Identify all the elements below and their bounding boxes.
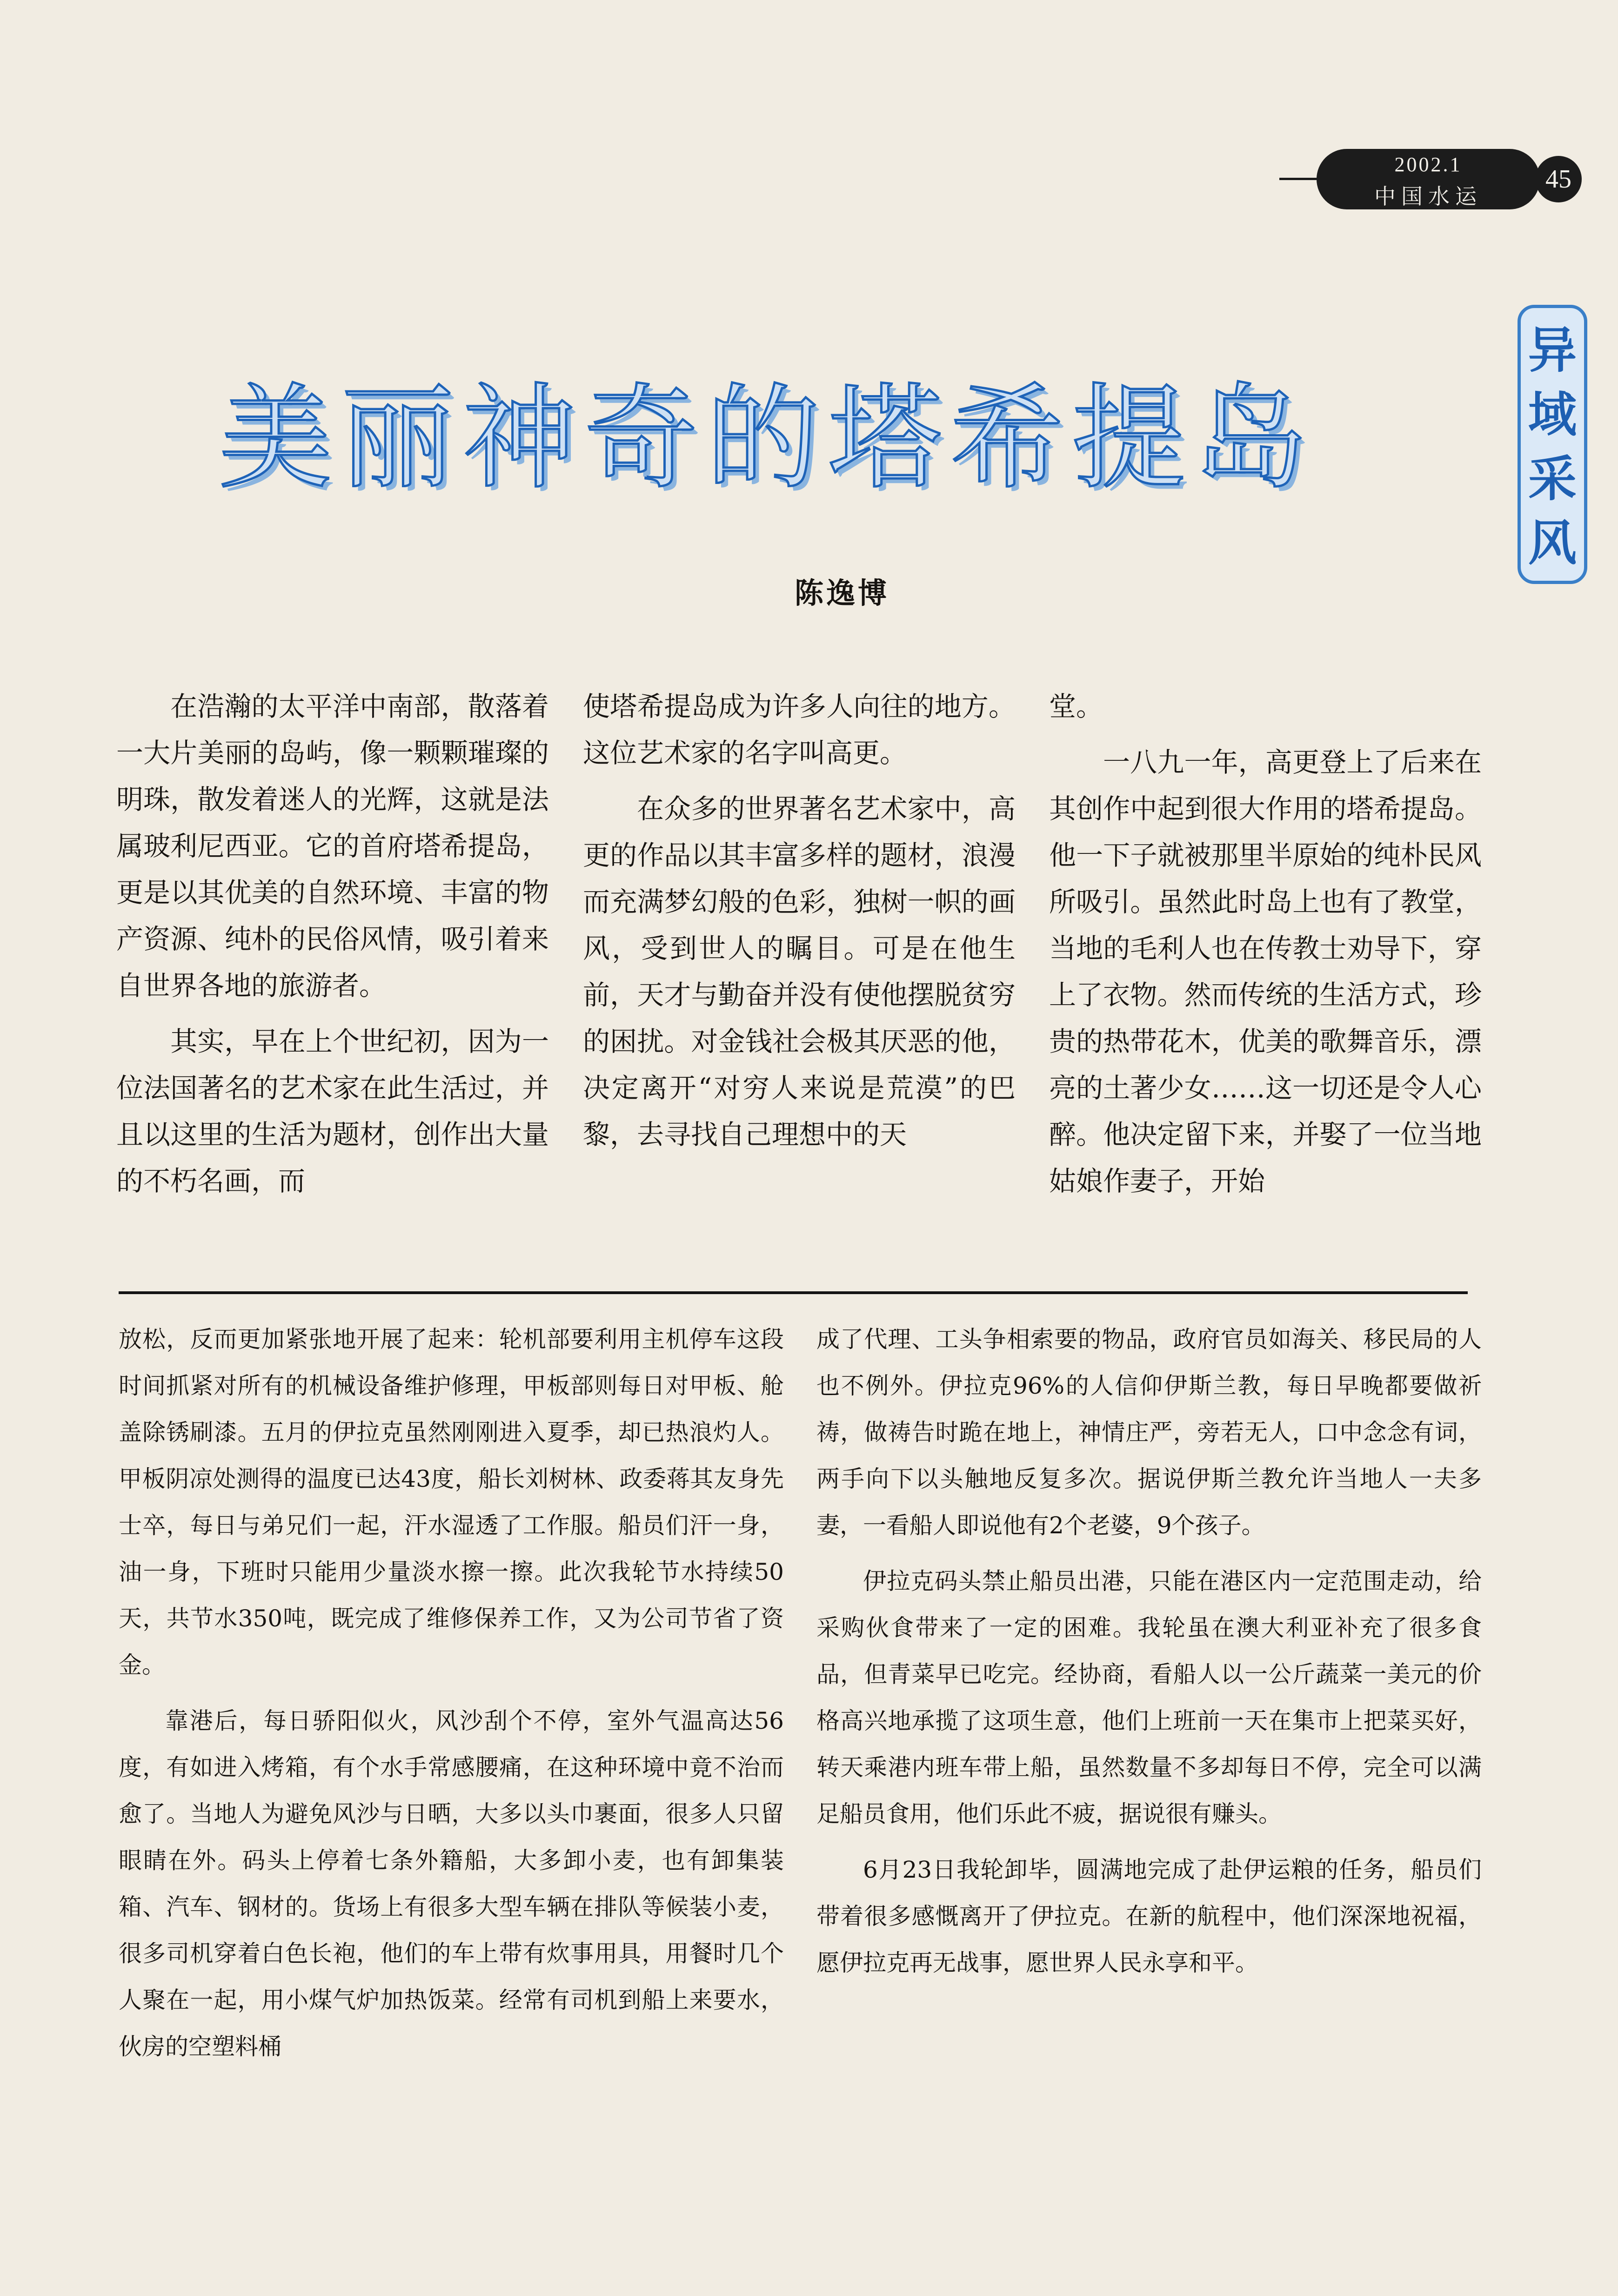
article-author: 陈逸博 [794, 576, 889, 610]
issue-date: 2002.1 [1394, 153, 1462, 176]
section-tag-char: 异 [1528, 322, 1577, 379]
article-title: 美丽神奇的塔希提岛 [219, 372, 1316, 504]
paragraph: 在浩瀚的太平洋中南部，散落着一大片美丽的岛屿，像一颗颗璀璨的明珠，散发着迷人的光辉，这就是法属玻利尼西亚。它的首府塔希提岛，更是以其优美的自然环境、丰富的物产资源、纯朴的民俗风情，吸引着来自世界各地的旅游者。 [116, 691, 549, 1001]
issue-badge [1317, 149, 1540, 209]
paragraph-part: 在众多的世界著名艺术家中，高更的作品以其丰富多样的题材，浪漫而充满梦幻般的色彩，独树一帜的画风，受到世人的瞩目。可是在他生前，天才与勤奋并没有使他摆脱贫穷的困扰。对金钱社会极其厌恶的他，决定离开“对穷人来说是荒漠”的巴黎，去寻找自己理想中的天 [583, 793, 1016, 1150]
magazine-name: 中国水运 [1374, 184, 1482, 209]
paragraph: 6月23日我轮卸毕，圆满地完成了赴伊运粮的任务，船员们带着很多感慨离开了伊拉克。在新的航程中，他们深深地祝福，愿伊拉克再无战事，愿世界人民永享和平。 [816, 1856, 1482, 1976]
page-number: 45 [1535, 156, 1582, 202]
article-column-1 [116, 683, 549, 1204]
paragraph: 一八九一年，高更登上了后来在其创作中起到很大作用的塔希提岛。他一下子就被那里半原始的纯朴民风所吸引。虽然此时岛上也有了教堂，当地的毛利人也在传教士劝导下，穿上了衣物。然而传统的生活方式，珍贵的热带花木，优美的歌舞音乐，漂亮的土著少女……这一切还是令人心醉。他决定留下来，并娶了一位当地姑娘作妻子，开始 [1049, 746, 1482, 1197]
paragraph-part: 使塔希提岛成为许多人向往的地方。这位艺术家的名字叫高更。 [583, 691, 1016, 769]
article-column-2 [583, 683, 1016, 1158]
article-column-3 [1049, 683, 1482, 1204]
section-tag-char: 风 [1528, 515, 1577, 571]
continued-column-1 [119, 1316, 784, 2070]
section-tag-char: 采 [1528, 450, 1577, 507]
section-tag [1518, 305, 1587, 584]
paragraph: 靠港后，每日骄阳似火，风沙刮个不停，室外气温高达56度，有如进入烤箱，有个水手常感腰痛，在这种环境中竟不治而愈了。当地人为避免风沙与日晒，大多以头巾裹面，很多人只留眼睛在外。码头上停着七条外籍船，大多卸小麦，也有卸集装箱、汽车、钢材的。货场上有很多大型车辆在排队等候装小麦，很多司机穿着白色长袍，他们的车上带有炊事用具，用餐时几个人聚在一起，用小煤气炉加热饭菜。经常有司机到船上来要水，伙房的空塑料桶 [119, 1707, 784, 2060]
paragraph-continued: 放松，反而更加紧张地开展了起来：轮机部要利用主机停车这段时间抓紧对所有的机械设备维护修理，甲板部则每日对甲板、舱盖除锈刷漆。五月的伊拉克虽然刚刚进入夏季，却已热浪灼人。甲板阴凉处测得的温度已达43度，船长刘树林、政委蒋其友身先士卒，每日与弟兄们一起，汗水湿透了工作服。船员们汗一身，油一身，下班时只能用少量淡水擦一擦。此次我轮节水持续50天，共节水350吨，既完成了维修保养工作，又为公司节省了资金。 [119, 1326, 784, 1678]
paragraph [583, 785, 1016, 1158]
section-tag-char: 域 [1528, 386, 1577, 443]
paragraph-part: 堂。 [1049, 691, 1103, 722]
paragraph-continued [583, 683, 1016, 776]
paragraph-part: 其实，早在上个世纪初，因为一位法国著名的艺术家在此生活过，并且以这里的生活为题材，创作出大量的不朽名画，而 [116, 1026, 549, 1197]
paragraph: 伊拉克码头禁止船员出港，只能在港区内一定范围走动，给采购伙食带来了一定的困难。我轮虽在澳大利亚补充了很多食品，但青菜早已吃完。经协商，看船人以一公斤蔬菜一美元的价格高兴地承揽了这项生意，他们上班前一天在集市上把菜买好，转天乘港内班车带上船，虽然数量不多却每日不停，完全可以满足船员食用，他们乐此不疲，据说很有赚头。 [816, 1568, 1482, 1827]
section-divider [119, 1291, 1468, 1294]
continued-column-2 [816, 1316, 1482, 1986]
paragraph-continued [1049, 683, 1482, 730]
paragraph-continued: 成了代理、工头争相索要的物品，政府官员如海关、移民局的人也不例外。伊拉克96%的人信仰伊斯兰教，每日早晚都要做祈祷，做祷告时跪在地上，神情庄严，旁若无人，口中念念有词，两手向下以头触地反复多次。据说伊斯兰教允许当地人一夫多妻，一看船人即说他有2个老婆，9个孩子。 [816, 1326, 1482, 1539]
paragraph [116, 1018, 549, 1204]
